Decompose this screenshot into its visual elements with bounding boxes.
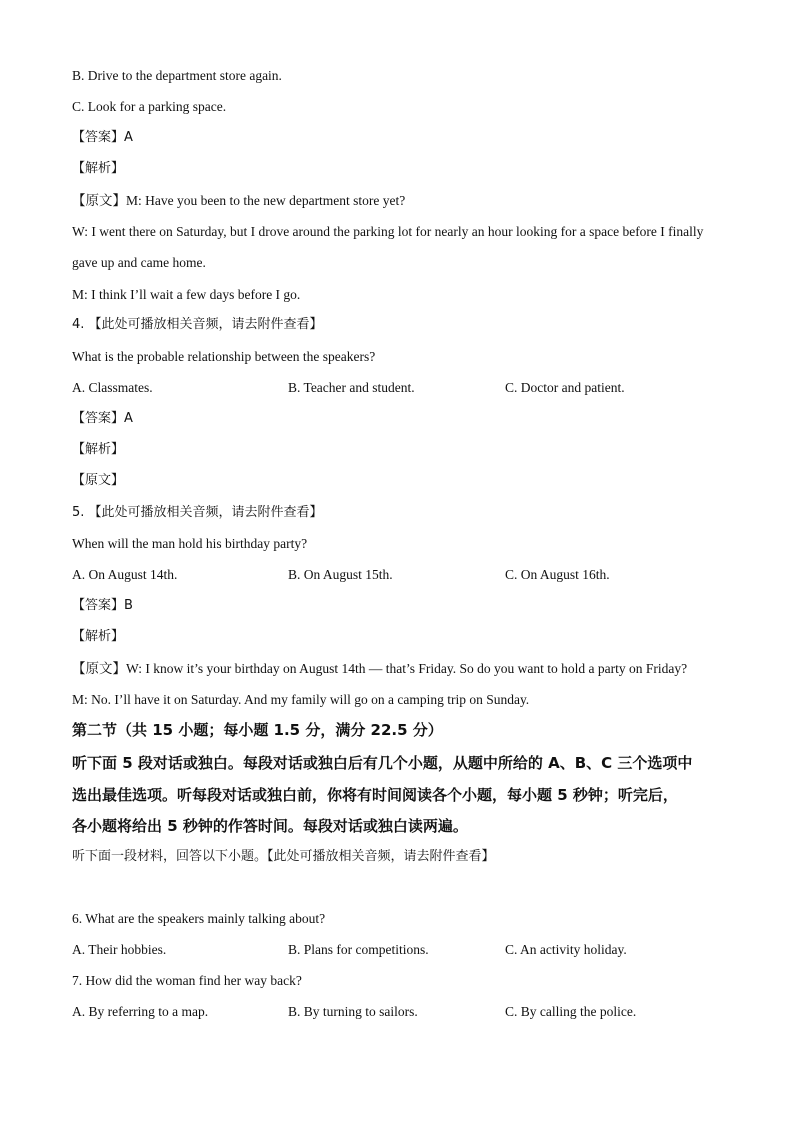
transcript-line: 【原文】W: I know it’s your birthday on August 14th — that’s Friday. So do you want to hold a party on Friday? bbox=[72, 661, 688, 676]
q7-option-a: A. By referring to a map. bbox=[72, 1004, 209, 1019]
question-7-text: 7. How did the woman find her way back? bbox=[72, 973, 302, 988]
answer-line: 【答案】B bbox=[72, 598, 133, 613]
question-5-audio-note: 5. 【此处可播放相关音频，请去附件查看】 bbox=[72, 505, 323, 520]
answer-line: 【答案】A bbox=[72, 130, 133, 145]
analysis-line: 【解析】 bbox=[72, 442, 125, 457]
question-5-text: When will the man hold his birthday party? bbox=[72, 536, 308, 551]
q7-option-c: C. By calling the police. bbox=[505, 1004, 637, 1019]
q6-option-c: C. An activity holiday. bbox=[505, 942, 627, 957]
q5-option-b: B. On August 15th. bbox=[288, 567, 393, 582]
question-4-text: What is the probable relationship between the speakers? bbox=[72, 349, 376, 364]
answer-line: 【答案】A bbox=[72, 411, 133, 426]
q4-option-b: B. Teacher and student. bbox=[288, 380, 415, 395]
transcript-line: M: No. I’ll have it on Saturday. And my family will go on a camping trip on Sunday. bbox=[72, 692, 530, 707]
q7-option-b: B. By turning to sailors. bbox=[288, 1004, 418, 1019]
question-4-audio-note: 4. 【此处可播放相关音频，请去附件查看】 bbox=[72, 317, 323, 332]
transcript-line: W: I went there on Saturday, but I drove around the parking lot for nearly an hour looking for a space before I finally bbox=[72, 224, 704, 239]
transcript-line: M: I think I’ll wait a few days before I go. bbox=[72, 287, 301, 302]
analysis-line: 【解析】 bbox=[72, 629, 125, 644]
q6-option-a: A. Their hobbies. bbox=[72, 942, 167, 957]
q4-option-a: A. Classmates. bbox=[72, 380, 153, 395]
q5-option-a: A. On August 14th. bbox=[72, 567, 178, 582]
option-c-line: C. Look for a parking space. bbox=[72, 99, 227, 114]
analysis-line: 【解析】 bbox=[72, 161, 125, 176]
section-instructions: 各小题将给出 5 秒钟的作答时间。每段对话或独白读两遍。 bbox=[72, 817, 468, 835]
transcript-line: 【原文】 bbox=[72, 473, 125, 488]
transcript-line: gave up and came home. bbox=[72, 255, 206, 270]
section-instructions: 听下面 5 段对话或独白。每段对话或独白后有几个小题，从题中所给的 A、B、C 三个选项中 bbox=[72, 754, 693, 772]
question-6-text: 6. What are the speakers mainly talking about? bbox=[72, 911, 326, 926]
q6-option-b: B. Plans for competitions. bbox=[288, 942, 429, 957]
q5-option-c: C. On August 16th. bbox=[505, 567, 610, 582]
section-instructions: 选出最佳选项。听每段对话或独白前，你将有时间阅读各个小题，每小题 5 秒钟；听完后， bbox=[72, 786, 678, 804]
section-heading: 第二节（共 15 小题；每小题 1.5 分，满分 22.5 分） bbox=[72, 721, 443, 739]
q4-option-c: C. Doctor and patient. bbox=[505, 380, 625, 395]
transcript-line: 【原文】M: Have you been to the new department store yet? bbox=[72, 193, 406, 208]
listening-prompt: 听下面一段材料，回答以下小题。【此处可播放相关音频，请去附件查看】 bbox=[72, 849, 495, 864]
option-b-line: B. Drive to the department store again. bbox=[72, 68, 282, 83]
